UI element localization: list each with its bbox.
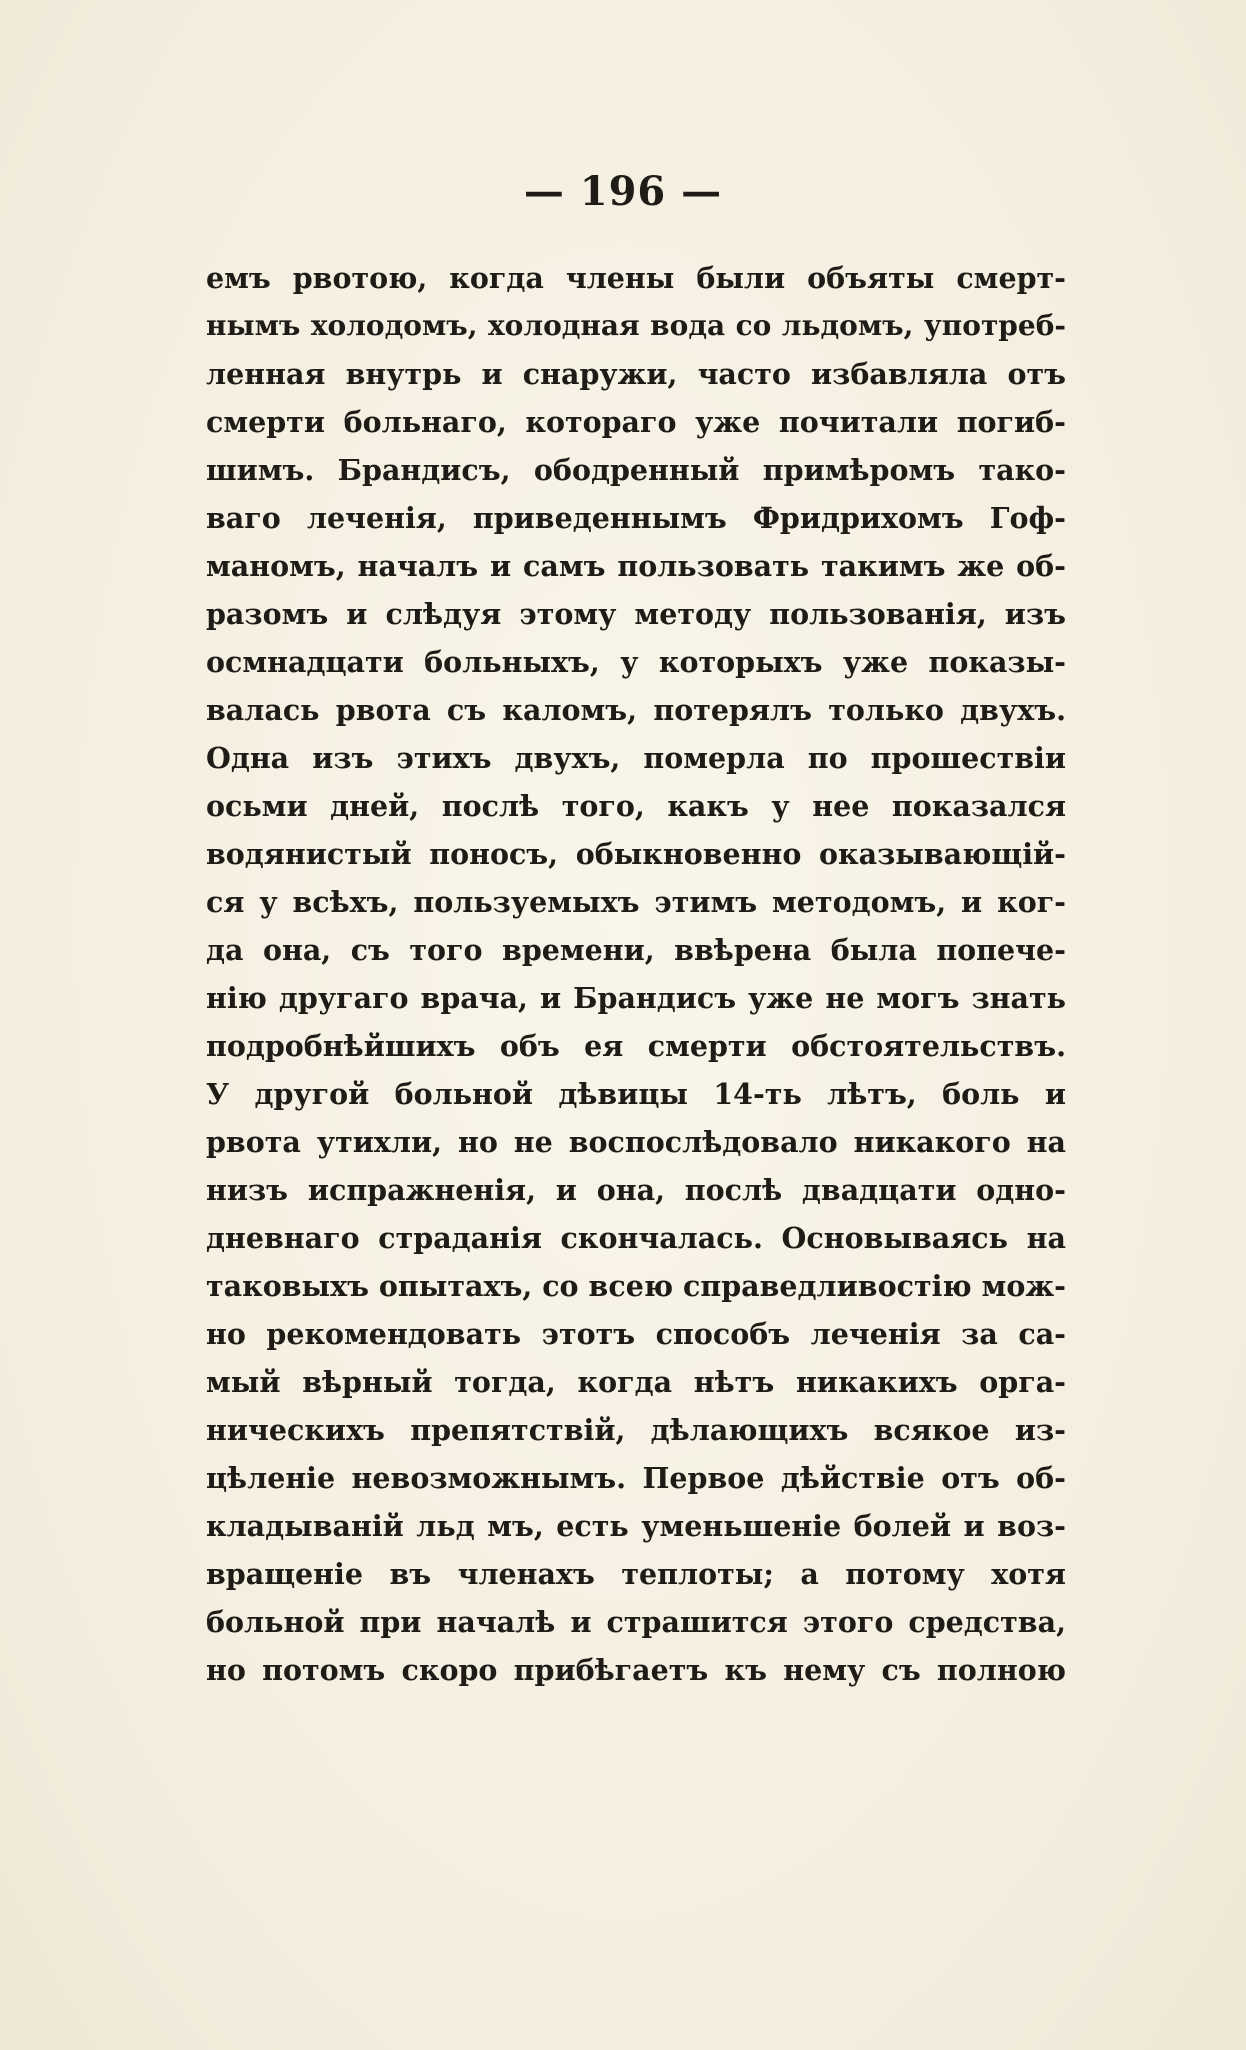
text-line: осмнадцати больныхъ, у которыхъ уже показы- bbox=[206, 645, 1066, 679]
text-line: кладываній льд мъ, есть уменьшеніе болей и воз- bbox=[206, 1509, 1066, 1543]
text-line: низъ испражненія, и она, послѣ двадцати одно- bbox=[206, 1173, 1066, 1207]
text-line: больной при началѣ и страшится этого средства, bbox=[206, 1605, 1066, 1639]
text-line: нію другаго врача, и Брандисъ уже не могъ знать bbox=[206, 981, 1066, 1015]
text-line: таковыхъ опытахъ, со всею справедливостію мож- bbox=[206, 1269, 1066, 1303]
text-line: цѣленіе невозможнымъ. Первое дѣйствіе отъ об- bbox=[206, 1461, 1066, 1495]
text-line: маномъ, началъ и самъ пользовать такимъ же об- bbox=[206, 549, 1066, 583]
body-text bbox=[206, 254, 1066, 1694]
text-line: ваго леченія, приведеннымъ Фридрихомъ Гоф- bbox=[206, 501, 1066, 535]
text-line: но потомъ скоро прибѣгаетъ къ нему съ полною bbox=[206, 1653, 1066, 1687]
text-line: ническихъ препятствій, дѣлающихъ всякое из- bbox=[206, 1413, 1066, 1447]
text-line: ся у всѣхъ, пользуемыхъ этимъ методомъ, и ког- bbox=[206, 885, 1066, 919]
text-line: ленная внутрь и снаружи, часто избавляла отъ bbox=[206, 357, 1066, 391]
text-line: разомъ и слѣдуя этому методу пользованія, изъ bbox=[206, 597, 1066, 631]
text-line: осьми дней, послѣ того, какъ у нее показался bbox=[206, 789, 1066, 823]
text-line: рвота утихли, но не воспослѣдовало никакого на bbox=[206, 1125, 1066, 1159]
text-line: мый вѣрный тогда, когда нѣтъ никакихъ орга- bbox=[206, 1365, 1066, 1399]
text-line: да она, съ того времени, ввѣрена была попече- bbox=[206, 933, 1066, 967]
text-line: дневнаго страданія скончалась. Основываясь на bbox=[206, 1221, 1066, 1255]
text-line: вращеніе въ членахъ теплоты; а потому хотя bbox=[206, 1557, 1066, 1591]
text-line: валась рвота съ каломъ, потерялъ только двухъ. bbox=[206, 693, 1066, 727]
page-number: — 196 — bbox=[523, 168, 723, 215]
text-line: емъ рвотою, когда члены были объяты смерт- bbox=[206, 261, 1066, 295]
text-line: водянистый поносъ, обыкновенно оказывающій- bbox=[206, 837, 1066, 871]
text-line: шимъ. Брандисъ, ободренный примѣромъ тако- bbox=[206, 453, 1066, 487]
text-line: но рекомендовать этотъ способъ леченія за са- bbox=[206, 1317, 1066, 1351]
text-line: Одна изъ этихъ двухъ, померла по прошествіи bbox=[206, 741, 1066, 775]
text-line: нымъ холодомъ, холодная вода со льдомъ, употреб- bbox=[206, 309, 1066, 342]
text-line: смерти больнаго, котораго уже почитали погиб- bbox=[206, 405, 1066, 439]
text-line: У другой больной дѣвицы 14-ть лѣтъ, боль и bbox=[206, 1077, 1066, 1111]
text-line: подробнѣйшихъ объ ея смерти обстоятельствъ. bbox=[206, 1029, 1066, 1063]
